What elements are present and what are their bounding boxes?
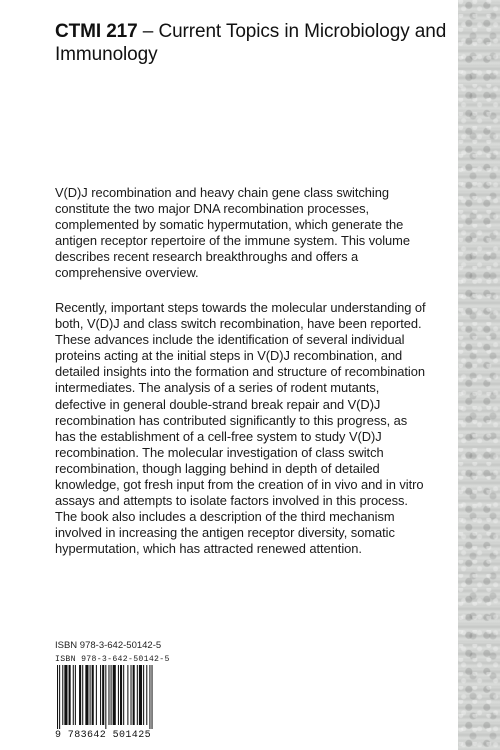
barcode-bar bbox=[137, 665, 138, 725]
barcode-bar bbox=[120, 665, 122, 725]
barcode-bar bbox=[73, 665, 74, 725]
barcode-bar bbox=[69, 665, 71, 725]
barcode-bar bbox=[79, 665, 81, 725]
barcode-bar bbox=[62, 665, 63, 725]
barcode-bar bbox=[57, 665, 58, 729]
barcode-bar bbox=[139, 665, 142, 725]
barcode-bar bbox=[64, 665, 67, 725]
description-paragraph-2: Recently, important steps towards the molecular understanding of both, V(D)J and class switch recombination, have been reported. These advances include the identification of several individual proteins acting at the initial steps in V(D)J recombination, and detailed insights into the formation and structure of recombination intermediates. The analysis of a series of rodent mutants, defective in general double-strand break repair and V(D)J recombination has contributed significantly to this progress, as has the establishment of a cell-free system to study V(D)J recombination. The molecular investigation of class switch recombination, though lagging behind in depth of detailed knowledge, got fresh input from the creation of in vivo and in vitro assays and attempts to isolate factors involved in this process. The book also includes a description of the third mechanism involved in increasing the antigen receptor diversity, somatic hypermutation, which has attracted renewed attention. bbox=[55, 300, 426, 557]
barcode-top-text: ISBN 978-3-642-50142-5 bbox=[55, 655, 170, 664]
barcode-bar bbox=[90, 665, 91, 725]
barcode-bar bbox=[152, 665, 153, 729]
barcode-bar bbox=[59, 665, 60, 729]
barcode-bar bbox=[143, 665, 144, 725]
series-name: – Current Topics in Microbiology and Immunology bbox=[55, 21, 447, 65]
barcode-bar bbox=[105, 665, 106, 729]
barcode-bar bbox=[123, 665, 124, 725]
barcode-bar bbox=[118, 665, 119, 725]
barcode-bar bbox=[96, 665, 97, 725]
barcode-bar bbox=[82, 665, 83, 725]
barcode-bar bbox=[127, 665, 128, 725]
barcode-bar bbox=[133, 665, 135, 725]
series-code: CTMI 217 bbox=[55, 21, 138, 42]
isbn-barcode bbox=[55, 654, 181, 744]
barcode-bar bbox=[131, 665, 132, 725]
series-title bbox=[55, 20, 455, 66]
barcode-bars bbox=[55, 665, 181, 729]
description-paragraph-1: V(D)J recombination and heavy chain gene class switching constitute the two major DNA recombination processes, complemented by somatic hypermutation, which generate the antigen receptor repertoire of the immune system. This volume describes recent research breakthroughs and offers a comprehensive overview. bbox=[55, 185, 410, 281]
isbn-label: ISBN 978-3-642-50142-5 bbox=[55, 640, 162, 651]
decorative-texture-strip bbox=[458, 0, 500, 750]
barcode-bar bbox=[92, 665, 94, 725]
barcode-bar bbox=[100, 665, 101, 725]
barcode-bar bbox=[85, 665, 88, 725]
barcode-bar bbox=[113, 665, 116, 725]
barcode-bar bbox=[102, 665, 104, 725]
barcode-bar bbox=[111, 665, 112, 725]
barcode-bar bbox=[108, 665, 109, 725]
barcode-digits: 9 783642 501425 bbox=[55, 730, 152, 741]
barcode-bar bbox=[149, 665, 150, 729]
barcode-bar bbox=[146, 665, 147, 725]
barcode-bar bbox=[75, 665, 76, 725]
